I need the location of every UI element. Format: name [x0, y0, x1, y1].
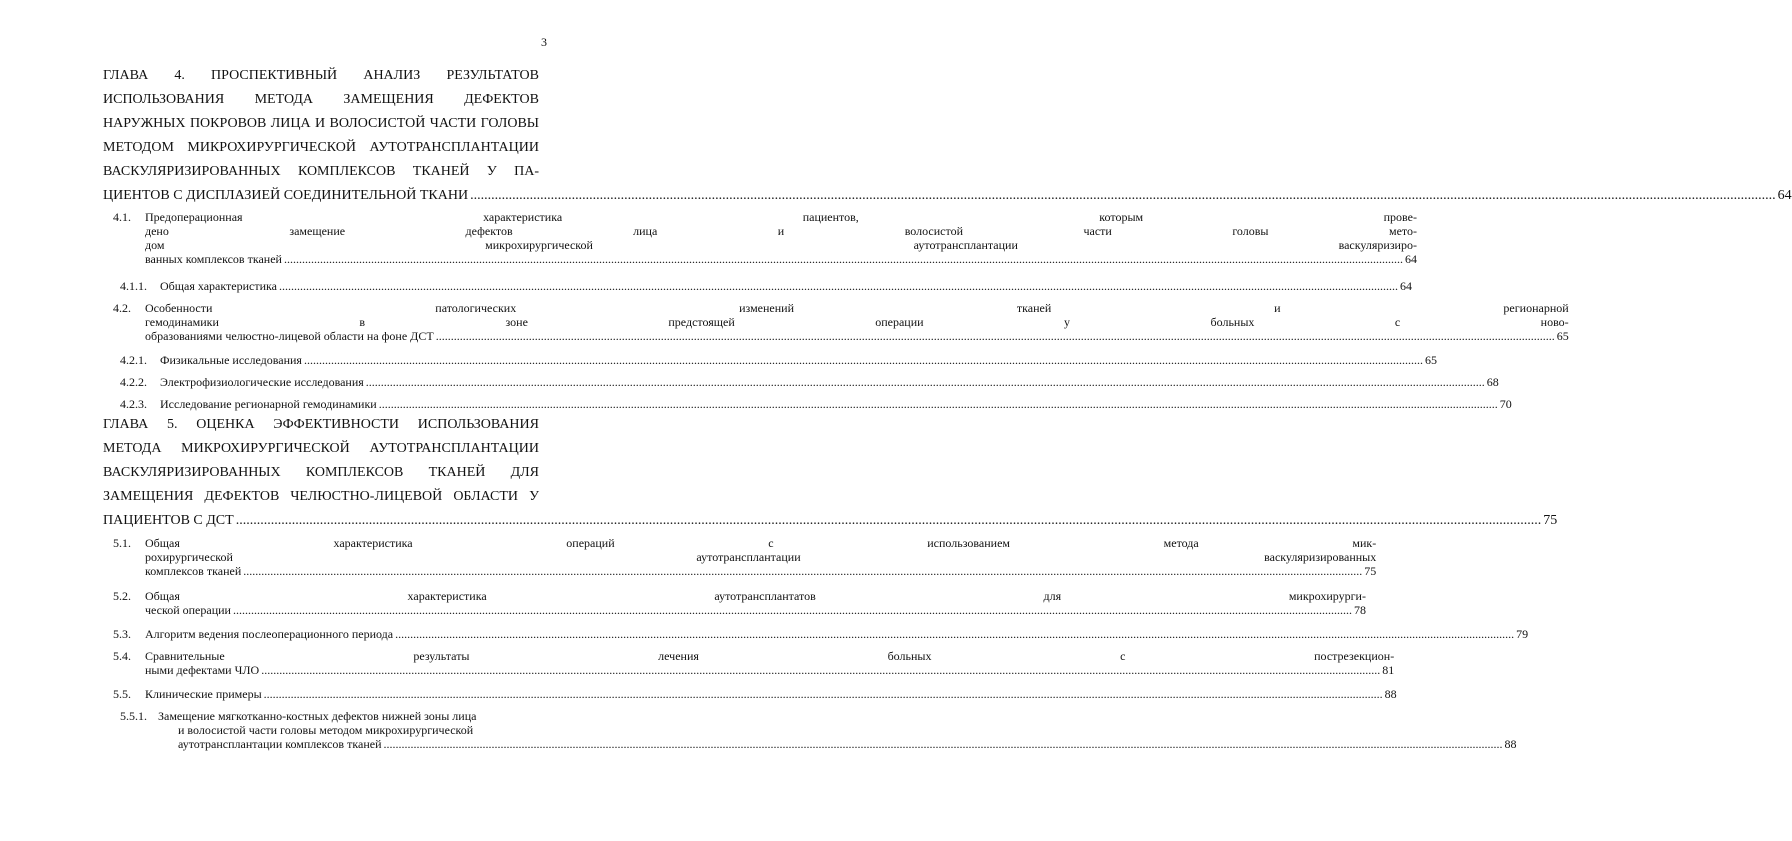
dot-leader [264, 687, 1383, 701]
toc-subsection-4-2-3[interactable] [120, 397, 1512, 411]
section-title-line: Замещение мягкотканно-костных дефектов нижней зоны лица [158, 709, 477, 723]
section-number: 4.1.1. [120, 279, 147, 293]
toc-section-4-1[interactable] [113, 210, 1417, 266]
section-title-line: Электрофизиологические исследования [160, 375, 364, 389]
chapter-title-line: ЗАМЕЩЕНИЯ ДЕФЕКТОВ ЧЕЛЮСТНО-ЛИЦЕВОЙ ОБЛАСТИ У [103, 489, 539, 504]
dot-leader [470, 184, 1776, 208]
section-title-line: Алгоритм ведения послеоперационного периода [145, 627, 394, 641]
section-title-line: Общая характеристика [160, 279, 277, 293]
toc-section-4-2[interactable] [113, 301, 1569, 343]
toc-page-number: 64 [1404, 252, 1417, 266]
toc-page-number: 68 [1486, 375, 1499, 389]
dot-leader [379, 397, 1498, 411]
chapter-title-line: ВАСКУЛЯРИЗИРОВАННЫХ КОМПЛЕКСОВ ТКАНЕЙ ДЛЯ [103, 465, 539, 480]
toc-page-number: 64 [1399, 279, 1412, 293]
toc-subsection-4-2-2[interactable] [120, 375, 1499, 389]
section-number: 5.2. [113, 589, 131, 603]
section-title-line: аутотрансплантации комплексов тканей [178, 737, 382, 751]
section-title-line: дено замещение дефектов лица и волосистой части головы мето- [145, 224, 1417, 238]
section-title-line: ванных комплексов тканей [145, 252, 282, 266]
section-title-line: образованиями челюстно-лицевой области на фоне ДСТ [145, 329, 434, 343]
chapter-title-line: ГЛАВА 5. ОЦЕНКА ЭФФЕКТИВНОСТИ ИСПОЛЬЗОВАНИЯ [103, 417, 539, 432]
section-title-line: рохирургической аутотрансплантации васкуляризированных [145, 550, 1377, 564]
section-number: 4.2.2. [120, 375, 147, 389]
chapter-title-line: НАРУЖНЫХ ПОКРОВОВ ЛИЦА И ВОЛОСИСТОЙ ЧАСТИ ГОЛОВЫ [103, 116, 539, 131]
toc-section-5-3[interactable] [113, 627, 1529, 641]
toc-section-5-4[interactable] [113, 649, 1395, 677]
section-number: 5.5. [113, 687, 131, 701]
page-number: 3 [541, 35, 547, 49]
toc-page-number: 75 [1364, 564, 1377, 578]
section-number: 5.4. [113, 649, 131, 663]
dot-leader [395, 627, 1514, 641]
toc-subsection-4-1-1[interactable] [120, 279, 1412, 293]
chapter-title-line: МЕТОДА МИКРОХИРУРГИЧЕСКОЙ АУТОТРАНСПЛАНТАЦИИ [103, 441, 539, 456]
section-title-line: дом микрохирургической аутотрансплантации васкуляризиро- [145, 238, 1417, 252]
section-title-line: комплексов тканей [145, 564, 242, 578]
chapter-title-line: ИСПОЛЬЗОВАНИЯ МЕТОДА ЗАМЕЩЕНИЯ ДЕФЕКТОВ [103, 92, 539, 107]
dot-leader [436, 329, 1555, 343]
dot-leader [366, 375, 1485, 389]
dot-leader [284, 252, 1403, 266]
chapter-title-line: ГЛАВА 4. ПРОСПЕКТИВНЫЙ АНАЛИЗ РЕЗУЛЬТАТОВ [103, 68, 539, 83]
section-number: 5.5.1. [120, 709, 147, 723]
toc-page-number: 65 [1556, 329, 1569, 343]
section-title-line: ными дефектами ЧЛО [145, 663, 260, 677]
toc-page-number: 78 [1353, 603, 1366, 617]
section-title-line: Клинические примеры [145, 687, 262, 701]
dot-leader [304, 353, 1423, 367]
toc-page-number: 65 [1424, 353, 1437, 367]
section-title-line: Общая характеристика операций с использованием метода мик- [145, 536, 1377, 550]
section-title-line: ческой операции [145, 603, 231, 617]
toc-page-number: 75 [1543, 513, 1558, 528]
toc-chapter-4[interactable] [103, 64, 1792, 208]
chapter-title-line: ПАЦИЕНТОВ С ДСТ [103, 513, 234, 528]
toc-page-number: 88 [1504, 737, 1517, 751]
section-number: 5.1. [113, 536, 131, 550]
section-title-line: и волосистой части головы методом микрохирургической [178, 723, 474, 737]
section-title-line: Сравнительные результаты лечения больных с пострезекцион- [145, 649, 1395, 663]
dot-leader [233, 603, 1352, 617]
section-number: 4.1. [113, 210, 131, 224]
toc-page-number: 88 [1384, 687, 1397, 701]
toc-chapter-5[interactable] [103, 413, 1558, 533]
chapter-title-line: ЦИЕНТОВ С ДИСПЛАЗИЕЙ СОЕДИНИТЕЛЬНОЙ ТКАНИ [103, 188, 469, 203]
toc-page-number: 70 [1499, 397, 1512, 411]
toc-section-5-2[interactable] [113, 589, 1366, 617]
dot-leader [243, 564, 1362, 578]
section-title-line: гемодинамики в зоне предстоящей операции у больных с ново- [145, 315, 1569, 329]
toc-page-number: 81 [1382, 663, 1395, 677]
toc-section-5-1[interactable] [113, 536, 1377, 578]
section-number: 4.2.1. [120, 353, 147, 367]
section-title-line: Предоперационная характеристика пациентов, которым прове- [145, 210, 1417, 224]
toc-page-number: 64 [1777, 188, 1792, 203]
toc-subsection-5-5-1[interactable] [120, 709, 1517, 751]
section-number: 4.2.3. [120, 397, 147, 411]
section-title-line: Физикальные исследования [160, 353, 302, 367]
chapter-title-line: ВАСКУЛЯРИЗИРОВАННЫХ КОМПЛЕКСОВ ТКАНЕЙ У ПА- [103, 164, 539, 179]
section-number: 5.3. [113, 627, 131, 641]
toc-subsection-4-2-1[interactable] [120, 353, 1437, 367]
chapter-title-line: МЕТОДОМ МИКРОХИРУРГИЧЕСКОЙ АУТОТРАНСПЛАНТАЦИИ [103, 140, 539, 155]
section-title-line: Исследование регионарной гемодинамики [160, 397, 377, 411]
dot-leader [261, 663, 1380, 677]
section-title-line: Общая характеристика аутотрансплантатов для микрохирурги- [145, 589, 1366, 603]
section-number: 4.2. [113, 301, 131, 315]
dot-leader [383, 737, 1502, 751]
dot-leader [236, 509, 1542, 533]
dot-leader [279, 279, 1398, 293]
toc-section-5-5[interactable] [113, 687, 1397, 701]
toc-page-number: 79 [1516, 627, 1529, 641]
section-title-line: Особенности патологических изменений тканей и регионарной [145, 301, 1569, 315]
